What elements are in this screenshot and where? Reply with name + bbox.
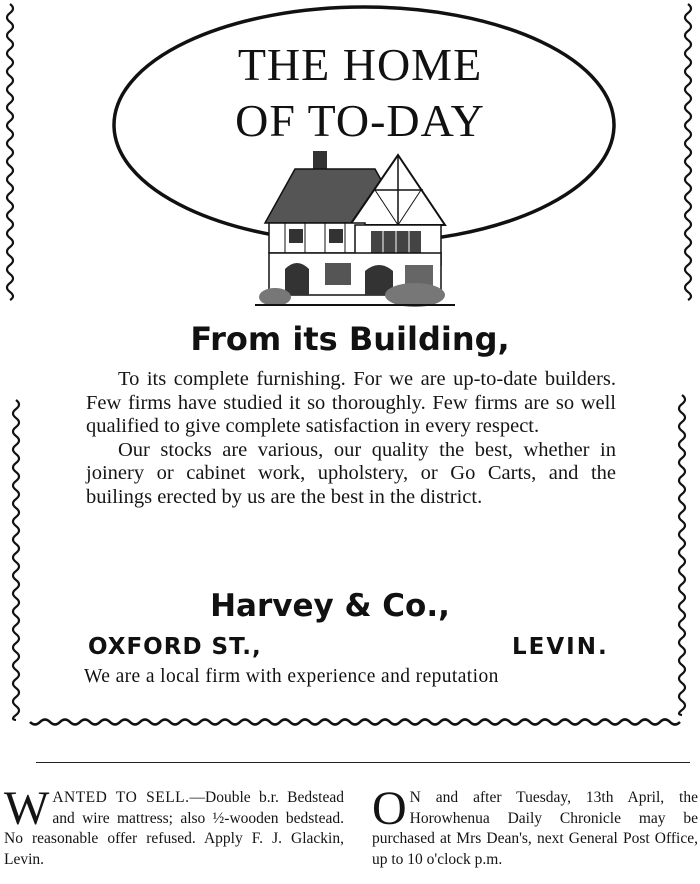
classified-wanted-to-sell	[4, 782, 344, 884]
ad-headline: From its Building,	[190, 320, 510, 358]
classified-notice-chronicle	[372, 782, 698, 884]
classified-lead: ANTED TO SELL.	[52, 789, 190, 806]
notice-text: N and after Tuesday, 13th April, the Horowhenua Daily Chronicle may be purchased at Mrs Dean's, next General Post Office, up to 10 o'clock p.m.	[372, 789, 698, 868]
firm-name: Harvey & Co.,	[210, 588, 450, 624]
classified-text: —Double b.r. Bedstead and wire mattress; also ½-wooden bedstead. No reasonable offer refused. Apply F. J. Glackin, Levin.	[4, 789, 344, 868]
ad-title-line-2: OF TO-DAY	[235, 95, 485, 146]
ad-title-line-1: THE HOME	[237, 39, 483, 90]
dropcap-o: O	[372, 782, 407, 835]
wavy-border-bottom	[30, 720, 680, 725]
house-illustration	[255, 145, 455, 310]
wavy-border-right	[679, 4, 691, 715]
dropcap-w: W	[4, 782, 50, 835]
section-divider	[36, 762, 690, 763]
firm-street: OXFORD ST.,	[88, 634, 262, 660]
firm-town: LEVIN.	[512, 634, 609, 660]
ad-paragraph-1: To its complete furnishing. For we are up-to-date builders. Few firms have studied it so thoroughly. Few firms are so well qualified to give complete satisfaction in every respect.	[86, 368, 616, 437]
firm-tagline: We are a local firm with experience and reputation	[84, 666, 499, 687]
ad-paragraph-2: Our stocks are various, our quality the best, whether in joinery or cabinet work, upholstery, or Go Carts, and the builings erected by us are the best in the district.	[86, 438, 616, 508]
ad-body-copy	[86, 368, 616, 509]
